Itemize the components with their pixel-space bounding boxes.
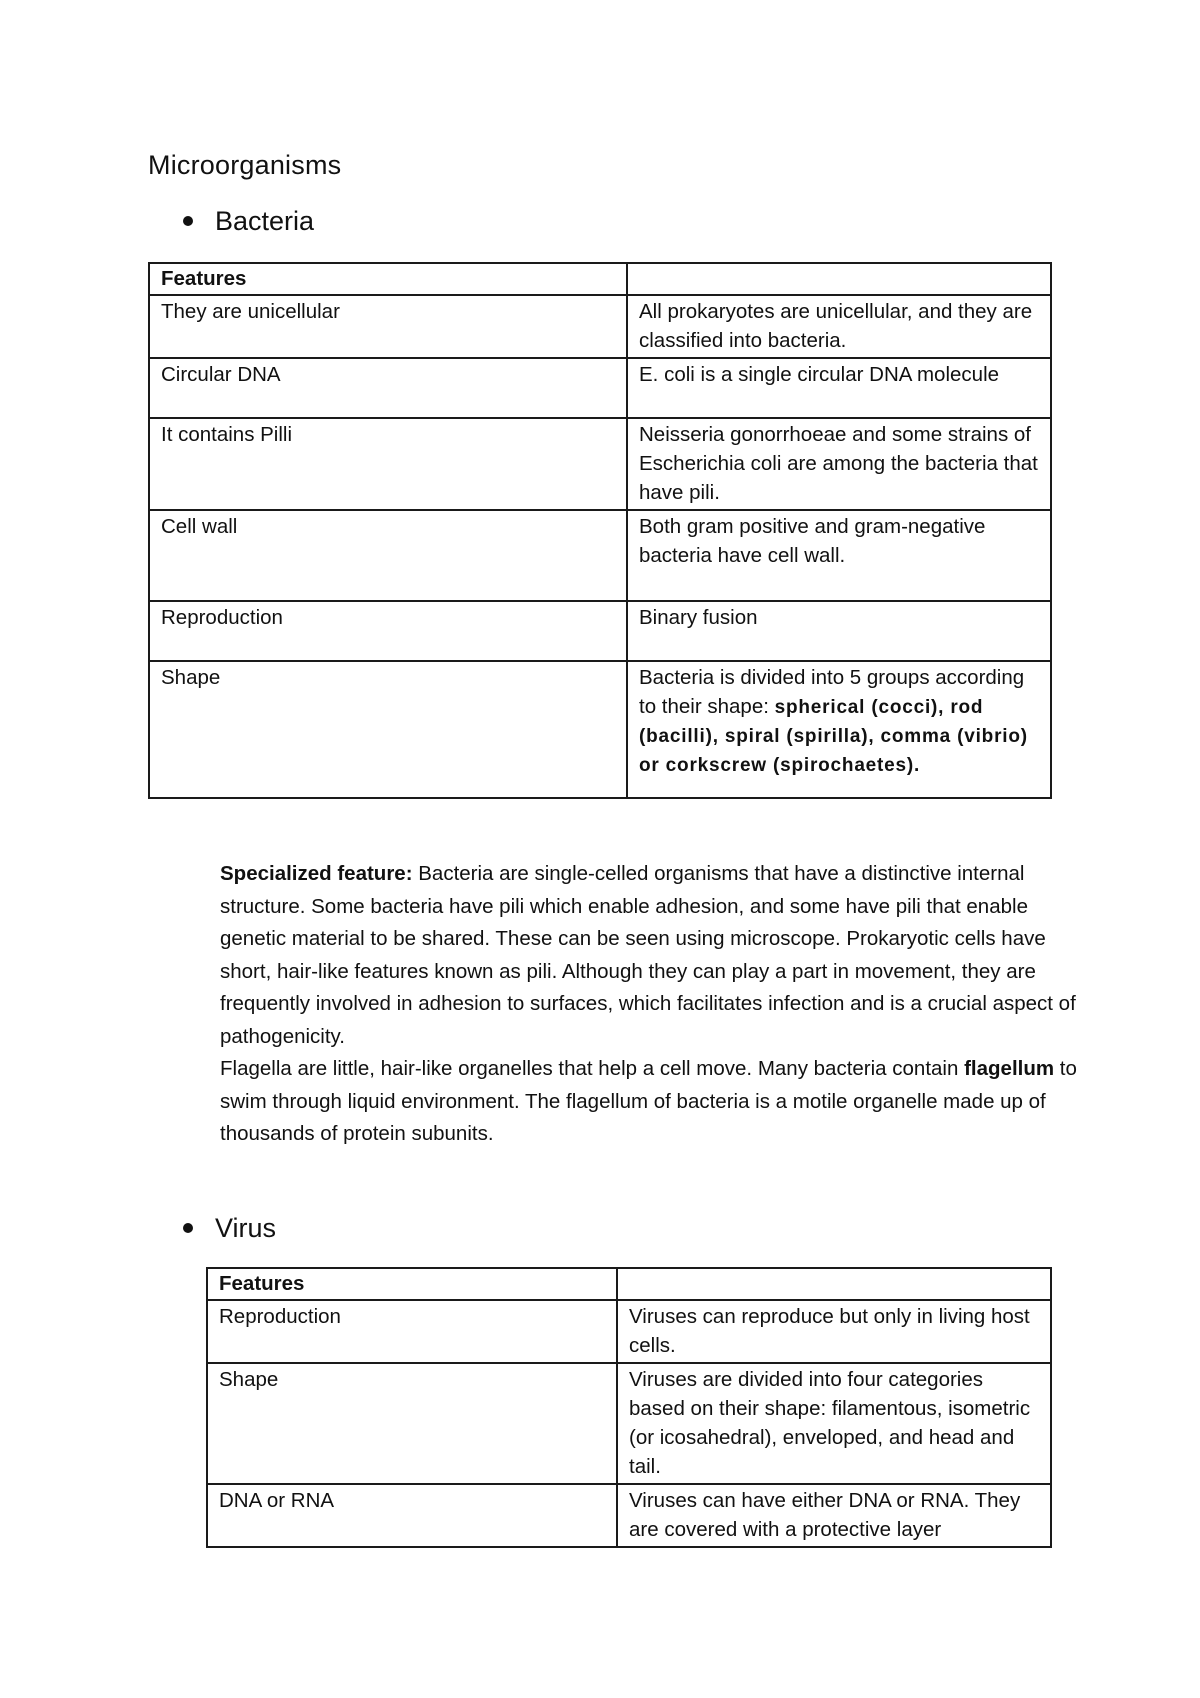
feature-cell: DNA or RNA: [207, 1484, 617, 1547]
bullet-icon: [183, 216, 193, 226]
feature-cell: They are unicellular: [149, 295, 627, 358]
table-row: [149, 510, 1051, 601]
detail-cell: Neisseria gonorrhoeae and some strains of Escherichia coli are among the bacteria that have pili.: [627, 418, 1051, 510]
table-header-cell: [617, 1268, 1051, 1300]
table-header-cell: Features: [149, 263, 627, 295]
flagella-bold-term: flagellum: [964, 1057, 1055, 1080]
table-header-row: [207, 1268, 1051, 1300]
flagella-text: [220, 1053, 1080, 1151]
detail-cell: Viruses can have either DNA or RNA. They are covered with a protective layer: [617, 1484, 1051, 1547]
table-row: [149, 295, 1051, 358]
virus-features-table: [206, 1267, 1052, 1548]
table-header-cell: Features: [207, 1268, 617, 1300]
page-title: Microorganisms: [148, 150, 342, 180]
table-row: [207, 1484, 1051, 1547]
table-row: [149, 601, 1051, 661]
feature-cell: Reproduction: [149, 601, 627, 661]
shape-detail-text: Bacteria is divided into 5 groups according to their shape:: [639, 666, 1025, 718]
table-header-cell: [627, 263, 1051, 295]
table-header-row: [149, 263, 1051, 295]
table-row: [149, 661, 1051, 798]
detail-cell: E. coli is a single circular DNA molecule: [627, 358, 1051, 418]
detail-cell: Viruses can reproduce but only in living host cells.: [617, 1300, 1051, 1363]
shape-detail-extra: spherical (cocci), rod (bacilli), spiral (spirilla), comma (vibrio) or corkscrew (spirochaetes).: [639, 697, 1028, 776]
table-row: [207, 1300, 1051, 1363]
table-row: [207, 1363, 1051, 1484]
virus-heading: [183, 1213, 276, 1244]
feature-cell: Cell wall: [149, 510, 627, 601]
feature-cell: Shape: [207, 1363, 617, 1484]
flagella-text-part2: to swim through liquid environment. The flagellum of bacteria is a motile organelle made up of thousands of protein subunits.: [220, 1057, 1077, 1145]
specialized-feature-body: Bacteria are single-celled organisms that have a distinctive internal structure. Some bacteria have pili which enable adhesion, and some have pili that enable genetic material to be shared. These can be seen using microscope. Prokaryotic cells have short, hair-like features known as pili. Although they can play a part in movement, they are frequently involved in adhesion to surfaces, which facilitates infection and is a crucial aspect of pathogenicity.: [220, 862, 1076, 1048]
detail-cell: Viruses are divided into four categories based on their shape: filamentous, isometric (or icosahedral), enveloped, and head and tail.: [617, 1363, 1051, 1484]
bacteria-heading: [183, 206, 314, 237]
detail-cell: Binary fusion: [627, 601, 1051, 661]
feature-cell: Reproduction: [207, 1300, 617, 1363]
detail-cell: [627, 661, 1051, 798]
specialized-feature-paragraph: [220, 858, 1080, 1151]
table-row: [149, 418, 1051, 510]
specialized-feature-text: [220, 858, 1080, 1053]
detail-cell: Both gram positive and gram-negative bacteria have cell wall.: [627, 510, 1051, 601]
detail-cell: All prokaryotes are unicellular, and they are classified into bacteria.: [627, 295, 1051, 358]
feature-cell: Circular DNA: [149, 358, 627, 418]
feature-cell: Shape: [149, 661, 627, 798]
bullet-icon: [183, 1223, 193, 1233]
table-row: [149, 358, 1051, 418]
virus-heading-text: Virus: [215, 1213, 277, 1243]
bacteria-heading-text: Bacteria: [215, 206, 315, 236]
feature-cell: It contains Pilli: [149, 418, 627, 510]
specialized-feature-label: Specialized feature:: [220, 862, 413, 885]
flagella-text-part1: Flagella are little, hair-like organelles that help a cell move. Many bacteria contain: [220, 1057, 959, 1080]
bacteria-features-table: [148, 262, 1052, 799]
